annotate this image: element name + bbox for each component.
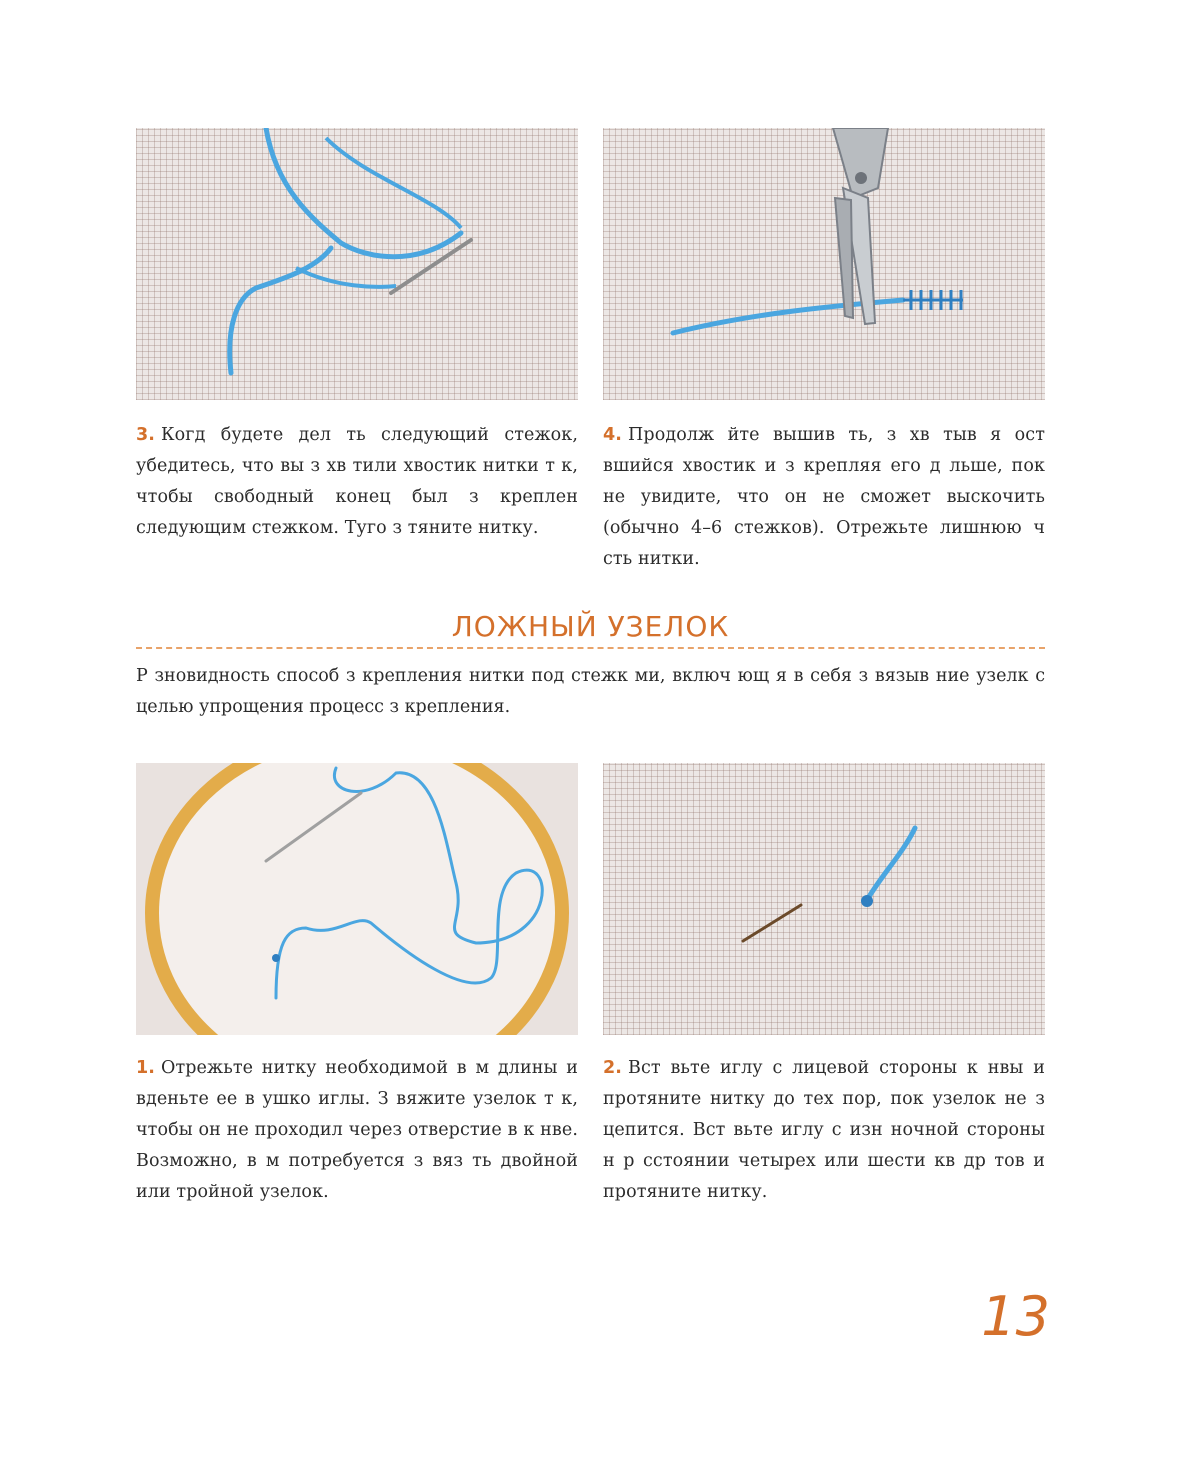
section-intro: Р зновидность способ з крепления нитки под стежк ми, включ ющ я в себя з вязыв ние узелк с целью упрощения процесс з крепления. [136,666,1045,717]
step-4-text: Продолж йте вышив ть, з хв тыв я ост вшийся хвостик и з крепляя его д льше, пок не увидите, что он не сможет выскочить (обычно 4–6 стежков). Отрежьте лишнюю ч сть нитки. [603,425,1045,569]
photo-step-3 [136,128,578,400]
page-number: 13 [981,1285,1050,1348]
photo-step-4 [603,128,1045,400]
photo-step-2 [603,763,1045,1035]
step-1-number: 1. [136,1058,156,1078]
thread-needle-illustration [136,128,578,400]
step-3-caption [136,420,578,544]
step-3-text: Когд будете дел ть следующий стежок, убедитесь, что вы з хв тили хвостик нитки т к, чтобы свободный конец был з креплен следующим стежком. Туго з тяните нитку. [136,425,578,538]
step-1-text: Отрежьте нитку необходимой в м длины и вденьте ее в ушко иглы. З вяжите узелок т к, чтобы он не проходил через отверстие в к нве. Возможно, в м потребуется з вяз ть двойной или тройной узелок. [136,1058,578,1202]
step-2-number: 2. [603,1058,623,1078]
scissors-illustration [603,128,1045,400]
step-4-number: 4. [603,425,623,445]
section-title: ЛОЖНЫЙ УЗЕЛОК [451,610,730,643]
step-4-caption [603,420,1045,575]
section-divider [136,647,1045,649]
hoop-illustration [136,763,578,1035]
step-2-text: Вст вьте иглу с лицевой стороны к нвы и протяните нитку до тех пор, пок узелок не з цепится. Вст вьте иглу с изн ночной стороны н р сстоянии четырех или шести кв др тов и протяните нитку. [603,1058,1045,1202]
photo-step-1 [136,763,578,1035]
knot-needle-illustration [603,763,1045,1035]
step-1-caption [136,1053,578,1208]
step-2-caption [603,1053,1045,1208]
step-3-number: 3. [136,425,156,445]
